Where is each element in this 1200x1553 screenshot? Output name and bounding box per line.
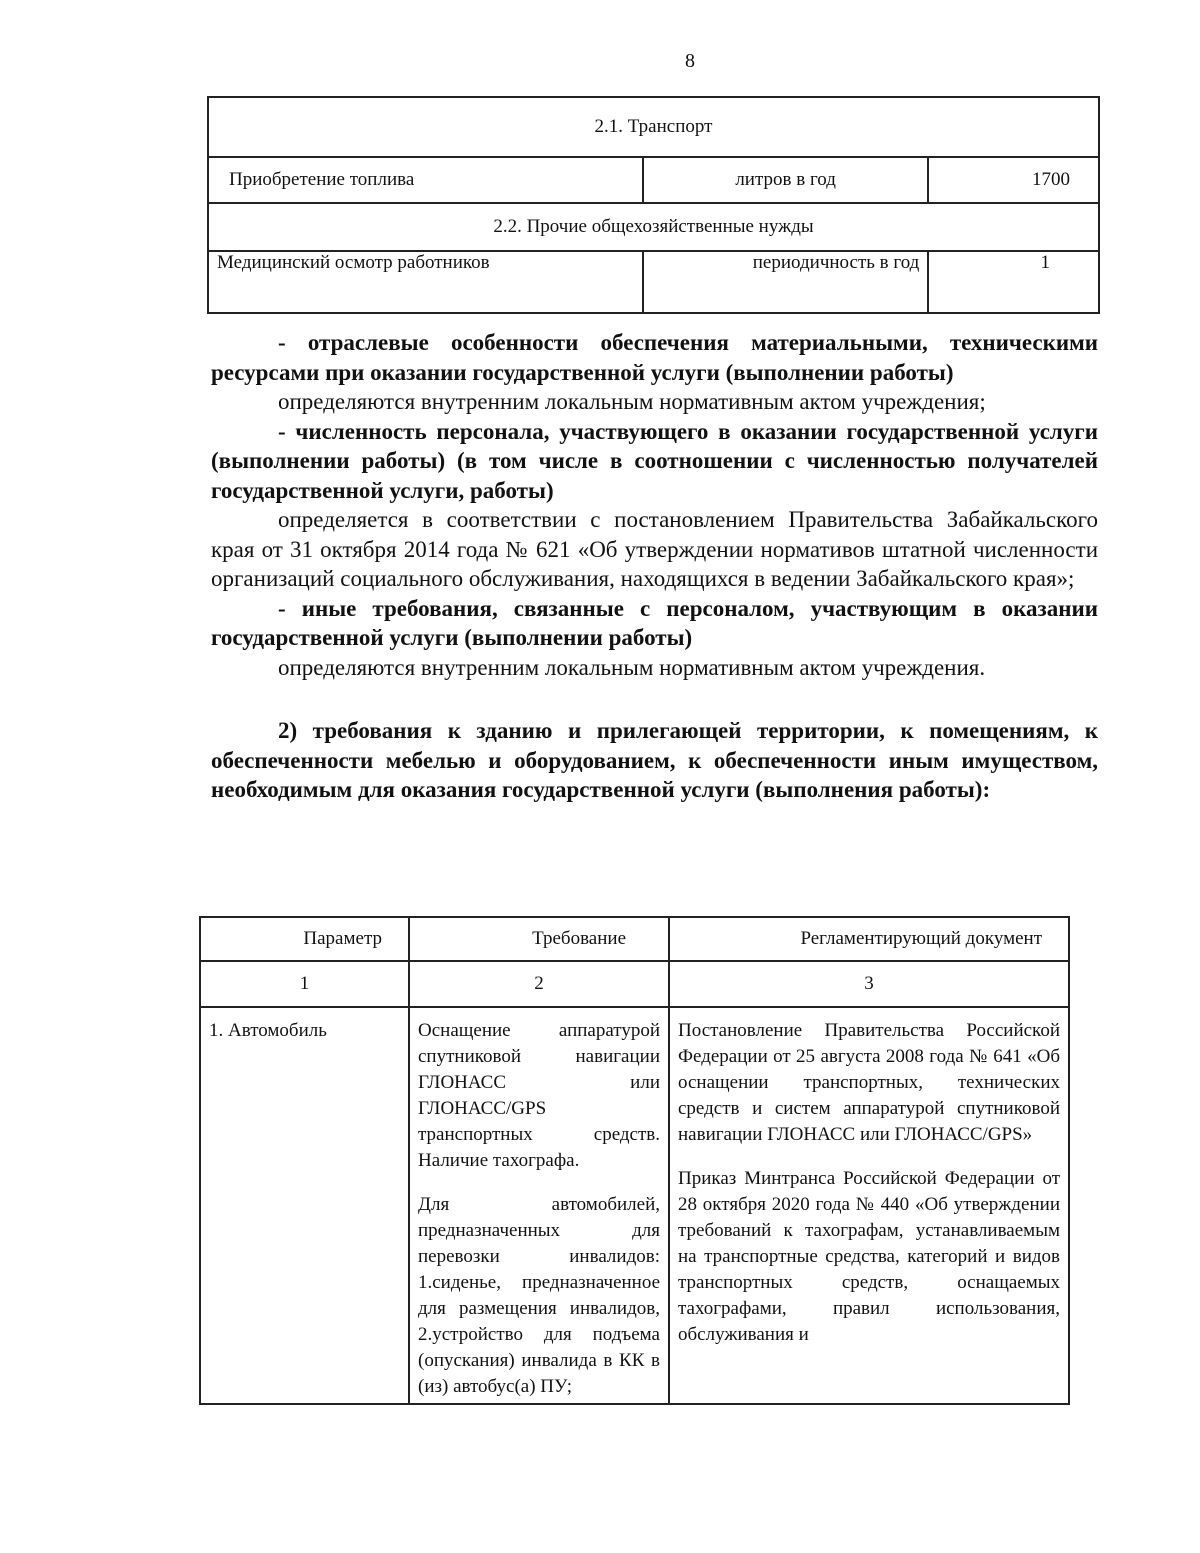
- table-row-medical: [208, 251, 1099, 313]
- cell-parameter-car: 1. Автомобиль: [200, 1007, 409, 1404]
- table-row-fuel: [208, 157, 1099, 203]
- row-name-medical: Медицинский осмотр работников: [208, 251, 643, 313]
- cell-document-car: [669, 1007, 1069, 1404]
- row-value-fuel: 1700: [928, 157, 1099, 203]
- heading-building-requirements: 2) требования к зданию и прилегающей территории, к помещениям, к обеспеченности мебелью и оборудованием, к обеспеченности иным имуществом, необходимым для оказания государственной услуги (выполнения работы):: [211, 718, 1098, 802]
- table-row-car: [200, 1007, 1069, 1404]
- paragraph-material-resources: определяются внутренним локальным нормативным актом учреждения;: [278, 389, 986, 414]
- section-title-transport: 2.1. Транспорт: [208, 97, 1099, 157]
- section-row-transport: [208, 97, 1099, 157]
- row-unit-fuel: литров в год: [643, 157, 928, 203]
- section-row-other: [208, 203, 1099, 251]
- heading-material-resources: - отраслевые особенности обеспечения материальными, техническими ресурсами при оказании государственной услуги (выполнении работы): [211, 330, 1098, 385]
- document-tachograph-order: Приказ Минтранса Российской Федерации от 28 октября 2020 года № 440 «Об утверждении требований к тахографам, устанавливаемым на транспортные средства, категорий и видов транспортных средств, оснащаемых тахографами, правил использования, обслуживания и: [678, 1168, 1060, 1345]
- paragraph-staff-requirements: определяются внутренним локальным нормативным актом учреждения.: [278, 654, 986, 680]
- paragraph-staff-count: определяется в соответствии с постановлением Правительства Забайкальского края от 31 октября 2014 года № 621 «Об утверждении нормативов штатной численности организаций социального обслуживания, находящихся в ведении Забайкальского края»;: [211, 507, 1098, 591]
- column-number-1: 1: [200, 961, 409, 1007]
- row-unit-medical: периодичность в год: [643, 251, 928, 313]
- header-requirement: Требование: [409, 917, 669, 961]
- document-glonass-resolution: Постановление Правительства Российской Федерации от 25 августа 2008 года № 641 «Об оснащении транспортных, технических средств и систем аппаратурой спутниковой навигации ГЛОНАСС или ГЛОНАСС/GPS»: [678, 1020, 1060, 1145]
- column-number-2: 2: [409, 961, 669, 1007]
- table-number-row: [200, 961, 1069, 1007]
- requirements-table: [199, 916, 1070, 1405]
- row-name-fuel: Приобретение топлива: [208, 157, 643, 203]
- page-number: 8: [685, 50, 695, 72]
- resources-table: [207, 96, 1100, 314]
- section-title-other: 2.2. Прочие общехозяйственные нужды: [208, 203, 1099, 251]
- header-document: Регламентирующий документ: [669, 917, 1069, 961]
- table-header-row: [200, 917, 1069, 961]
- heading-staff-requirements: - иные требования, связанные с персоналом, участвующим в оказании государственной услуги (выполнении работы): [211, 595, 1098, 650]
- requirement-disabled-transport: Для автомобилей, предназначенных для перевозки инвалидов: 1.сиденье, предназначенное для размещения инвалидов, 2.устройство для подъема (опускания) инвалида в КК в (из) автобус(а) ПУ;: [418, 1194, 660, 1397]
- heading-staff-count: - численность персонала, участвующего в оказании государственной услуги (выполнении работы) (в том числе в соотношении с численностью получателей государственной услуги, работы): [211, 418, 1098, 503]
- body-text: [211, 328, 1098, 805]
- cell-requirement-car: [409, 1007, 669, 1404]
- row-value-medical: 1: [928, 251, 1099, 313]
- header-parameter: Параметр: [200, 917, 409, 961]
- column-number-3: 3: [669, 961, 1069, 1007]
- requirement-navigation: Оснащение аппаратурой спутниковой навигации ГЛОНАСС или ГЛОНАСС/GPS транспортных средств. Наличие тахографа.: [418, 1020, 660, 1171]
